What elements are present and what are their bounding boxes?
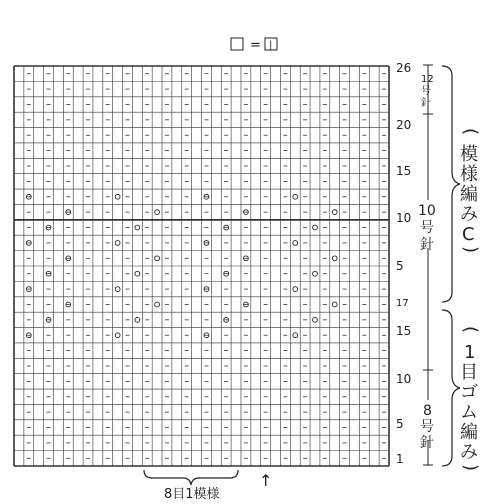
bottom-needle-unit-b: 針 xyxy=(420,435,434,451)
row-label-1: 1 xyxy=(396,452,404,466)
legend-equals: = xyxy=(250,38,261,53)
svg-text:1: 1 xyxy=(464,342,476,363)
section-label-pattern-c xyxy=(460,128,481,253)
row-label-15b: 15 xyxy=(396,164,412,178)
svg-text:C: C xyxy=(462,224,475,245)
row-label-17: 17 xyxy=(396,298,409,309)
svg-text:編: 編 xyxy=(460,422,478,443)
row-label-20: 20 xyxy=(396,118,412,132)
bottom-needle-unit-a: 号 xyxy=(420,419,434,435)
row-label-10b: 10 xyxy=(396,211,412,225)
svg-text:): ) xyxy=(460,246,481,254)
row-label-15: 15 xyxy=(396,324,412,338)
legend-right-symbol: | xyxy=(269,40,273,51)
row-label-10: 10 xyxy=(396,372,412,386)
svg-text:ゴ: ゴ xyxy=(460,382,478,403)
yarn-over-mark xyxy=(135,225,140,230)
yarn-over-mark xyxy=(332,210,337,215)
repeat-brace xyxy=(144,470,238,485)
svg-text:): ) xyxy=(460,464,481,472)
section-label-rib xyxy=(460,326,481,471)
stitch-grid xyxy=(14,66,389,466)
top-needle-unit-b: 針 xyxy=(421,98,431,109)
mid-needle-unit-b: 針 xyxy=(420,237,434,253)
section-braces xyxy=(442,66,460,466)
yarn-over-mark xyxy=(115,241,120,246)
yarn-over-mark xyxy=(293,241,298,246)
yarn-over-mark xyxy=(155,256,160,261)
svg-text:様: 様 xyxy=(460,164,478,185)
svg-text:(: ( xyxy=(460,128,481,136)
yarn-over-mark xyxy=(313,225,318,230)
svg-text:み: み xyxy=(460,204,478,225)
svg-text:模: 模 xyxy=(460,144,478,165)
yarn-over-mark xyxy=(155,302,160,307)
yarn-over-mark xyxy=(332,302,337,307)
yarn-over-mark xyxy=(115,194,120,199)
repeat-label: 8目1模様 xyxy=(164,487,220,502)
top-needle-unit-a: 号 xyxy=(421,86,431,97)
yarn-over-mark xyxy=(115,333,120,338)
svg-text:(: ( xyxy=(460,326,481,334)
svg-text:み: み xyxy=(460,442,478,463)
yarn-over-mark xyxy=(313,317,318,322)
svg-text:ム: ム xyxy=(460,402,478,423)
yarn-over-mark xyxy=(135,271,140,276)
start-arrow: ↑ xyxy=(259,471,273,490)
yarn-over-mark xyxy=(293,194,298,199)
svg-text:編: 編 xyxy=(460,184,478,205)
legend xyxy=(231,38,277,53)
mid-needle-num: 10 xyxy=(418,203,436,219)
mid-needle-unit-a: 号 xyxy=(420,220,434,236)
yarn-over-mark xyxy=(115,287,120,292)
row-numbers xyxy=(396,61,411,466)
bottom-needle-num: 8 xyxy=(423,403,432,419)
yarn-over-mark xyxy=(155,210,160,215)
row-label-5: 5 xyxy=(396,417,404,431)
row-label-5b: 5 xyxy=(396,259,404,273)
yarn-over-mark xyxy=(313,271,318,276)
yarn-over-mark xyxy=(293,333,298,338)
yarn-over-mark xyxy=(332,256,337,261)
top-needle-num: 12 xyxy=(421,74,434,85)
row-label-26: 26 xyxy=(396,61,412,75)
svg-text:目: 目 xyxy=(460,362,478,383)
yarn-over-mark xyxy=(135,317,140,322)
yarn-over-mark xyxy=(293,287,298,292)
